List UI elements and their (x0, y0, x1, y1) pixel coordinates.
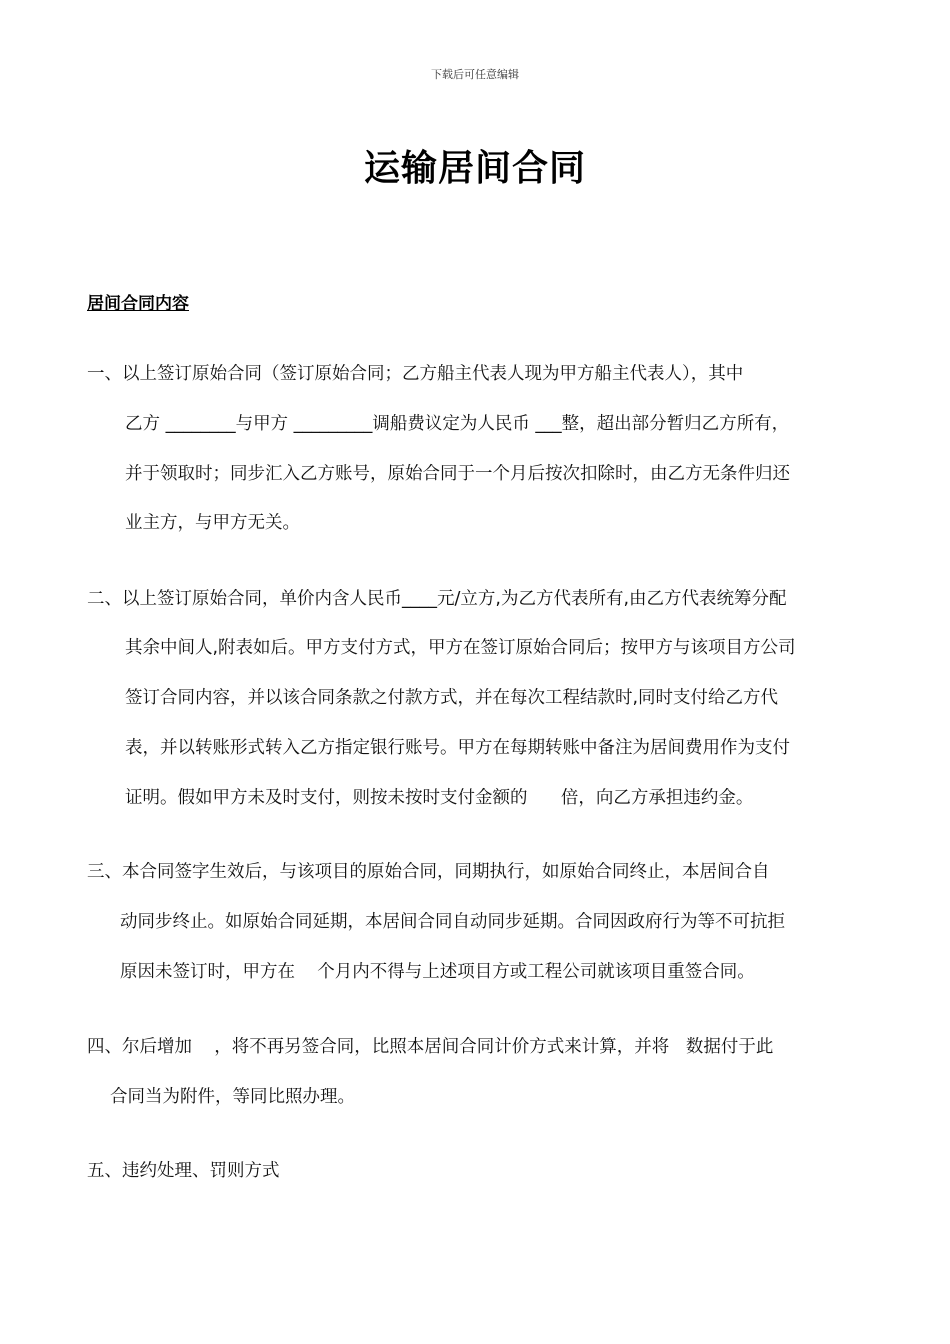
clause-1-number: 一、 (87, 364, 122, 384)
clause-1-text: 以上签订原始合同（签订原始合同；乙方船主代表人现为甲方船主代表人），其中 (122, 364, 744, 384)
clause-5-number: 五、 (87, 1161, 122, 1181)
clause-2-line-1 (87, 587, 787, 611)
clause-5-line-1 (87, 1159, 280, 1183)
header-note: 下载后可任意编辑 (431, 68, 519, 81)
clause-1-line-4: 业主方，与甲方无关。 (125, 513, 300, 533)
clause-4-number: 四、 (87, 1037, 122, 1057)
clause-2-line-2: 其余中间人,附表如后。甲方支付方式，甲方在签订原始合同后；按甲方与该项目方公司 (125, 638, 796, 658)
document-title: 运输居间合同 (363, 147, 586, 189)
clause-2-line-4: 表，并以转账形式转入乙方指定银行账号。甲方在每期转账中备注为居间费用作为支付 (125, 738, 790, 758)
clause-2-text: 以上签订原始合同，单价内含人民币____元/立方,为乙方代表所有,由乙方代表统筹分配 (122, 589, 787, 609)
clause-5-text: 违约处理、罚则方式 (122, 1161, 280, 1181)
clause-4-line-2: 合同当为附件，等同比照办理。 (110, 1087, 355, 1107)
clause-3-number: 三、 (87, 862, 122, 882)
clause-2-number: 二、 (87, 589, 122, 609)
clause-2-line-5: 证明。假如甲方未及时支付，则按未按时支付金额的 倍，向乙方承担违约金。 (125, 788, 754, 808)
clause-1-line-1 (87, 362, 743, 386)
clause-1-line-2: 乙方 ________与甲方 _________调船费议定为人民币 ___整，超出部分暂归乙方所有， (125, 414, 790, 434)
clause-3-line-1 (87, 860, 770, 884)
clause-3-line-2: 动同步终止。如原始合同延期，本居间合同自动同步延期。合同因政府行为等不可抗拒 (120, 912, 785, 932)
clause-3-line-3: 原因未签订时，甲方在 个月内不得与上述项目方或工程公司就该项目重签合同。 (120, 962, 755, 982)
section-heading: 居间合同内容 (87, 294, 189, 314)
clause-4-line-1 (87, 1035, 773, 1059)
clause-1-line-3: 并于领取时；同步汇入乙方账号，原始合同于一个月后按次扣除时，由乙方无条件归还 (125, 464, 790, 484)
clause-2-line-3: 签订合同内容，并以该合同条款之付款方式，并在每次工程结款时,同时支付给乙方代 (125, 688, 779, 708)
clause-3-text: 本合同签字生效后，与该项目的原始合同，同期执行，如原始合同终止，本居间合自 (122, 862, 770, 882)
clause-4-text: 尔后增加 ，将不再另签合同，比照本居间合同计价方式来计算，并将 数据付于此 (122, 1037, 774, 1057)
